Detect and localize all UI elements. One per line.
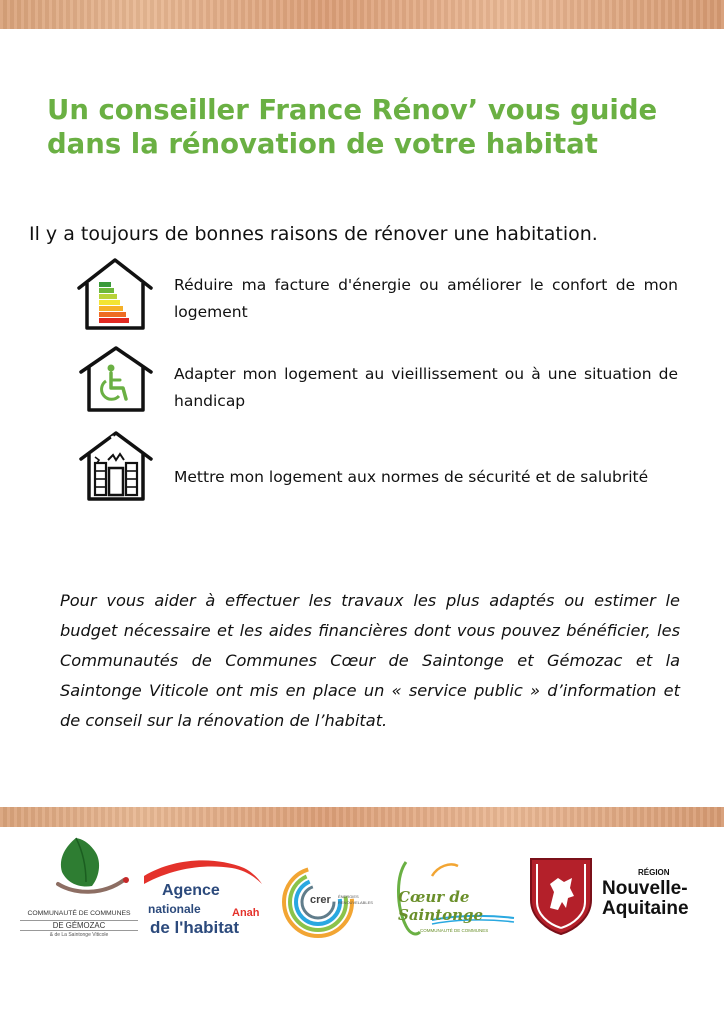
region-name-line2: Aquitaine — [602, 898, 689, 919]
reason-energy: Réduire ma facture d'énergie ou améliorer le confort de mon logement — [174, 276, 678, 321]
anah-nationale: nationale — [148, 902, 201, 916]
coeur-de-saintonge-logo — [392, 856, 518, 940]
coeur-name: Cœur de Saintonge — [398, 888, 484, 924]
region-nouvelle-aquitaine-logo — [528, 856, 704, 938]
wheelchair-house-icon — [78, 345, 154, 413]
anah-acronym: Anah — [232, 907, 260, 919]
wood-banner-bottom — [0, 807, 724, 827]
crer-name: crer — [310, 894, 331, 906]
anah-habitat: de l'habitat — [150, 918, 240, 937]
reason-accessibility: Adapter mon logement au vieillissement ou à une situation de handicap — [174, 365, 678, 410]
gemozac-line2: DE GÉMOZAC — [20, 920, 138, 931]
gemozac-line3: & de La Saintonge Viticole — [49, 932, 109, 938]
region-lion-shield-icon — [528, 856, 594, 936]
anah-agence: Agence — [162, 882, 220, 899]
crer-logo — [280, 864, 392, 940]
gemozac-line1: COMMUNAUTÉ DE COMMUNES — [27, 910, 131, 917]
intro-text: Il y a toujours de bonnes raisons de rénover une habitation. — [29, 223, 598, 245]
region-name-line1: Nouvelle- — [602, 878, 688, 899]
info-paragraph: Pour vous aider à effectuer les travaux les plus adaptés ou estimer le budget nécessaire et les aides financières dont vous pouvez bénéficier, les Communautés de Communes Cœur de Saintonge et Gémozac et la Saintonge Viticole ont mis en place un « service public » d’information et de conseil sur la rénovation de l’habitat. — [60, 591, 680, 730]
coeur-sub: COMMUNAUTÉ DE COMMUNES — [420, 928, 489, 933]
page-title: Un conseiller France Rénov’ vous guide dans la rénovation de votre habitat — [47, 94, 658, 160]
region-label: RÉGION — [638, 868, 670, 877]
crer-sub1: ÉNERGIES — [338, 894, 359, 899]
anah-logo — [144, 856, 266, 942]
reason-safety: Mettre mon logement aux normes de sécurité et de salubrité — [174, 468, 649, 486]
wood-banner-top — [0, 0, 724, 29]
energy-label-house-icon — [76, 257, 154, 331]
crer-sub2: RENOUVELABLES — [338, 900, 373, 905]
damaged-house-icon — [78, 430, 154, 502]
gemozac-leaf-icon — [20, 836, 138, 900]
gemozac-logo — [20, 836, 138, 946]
